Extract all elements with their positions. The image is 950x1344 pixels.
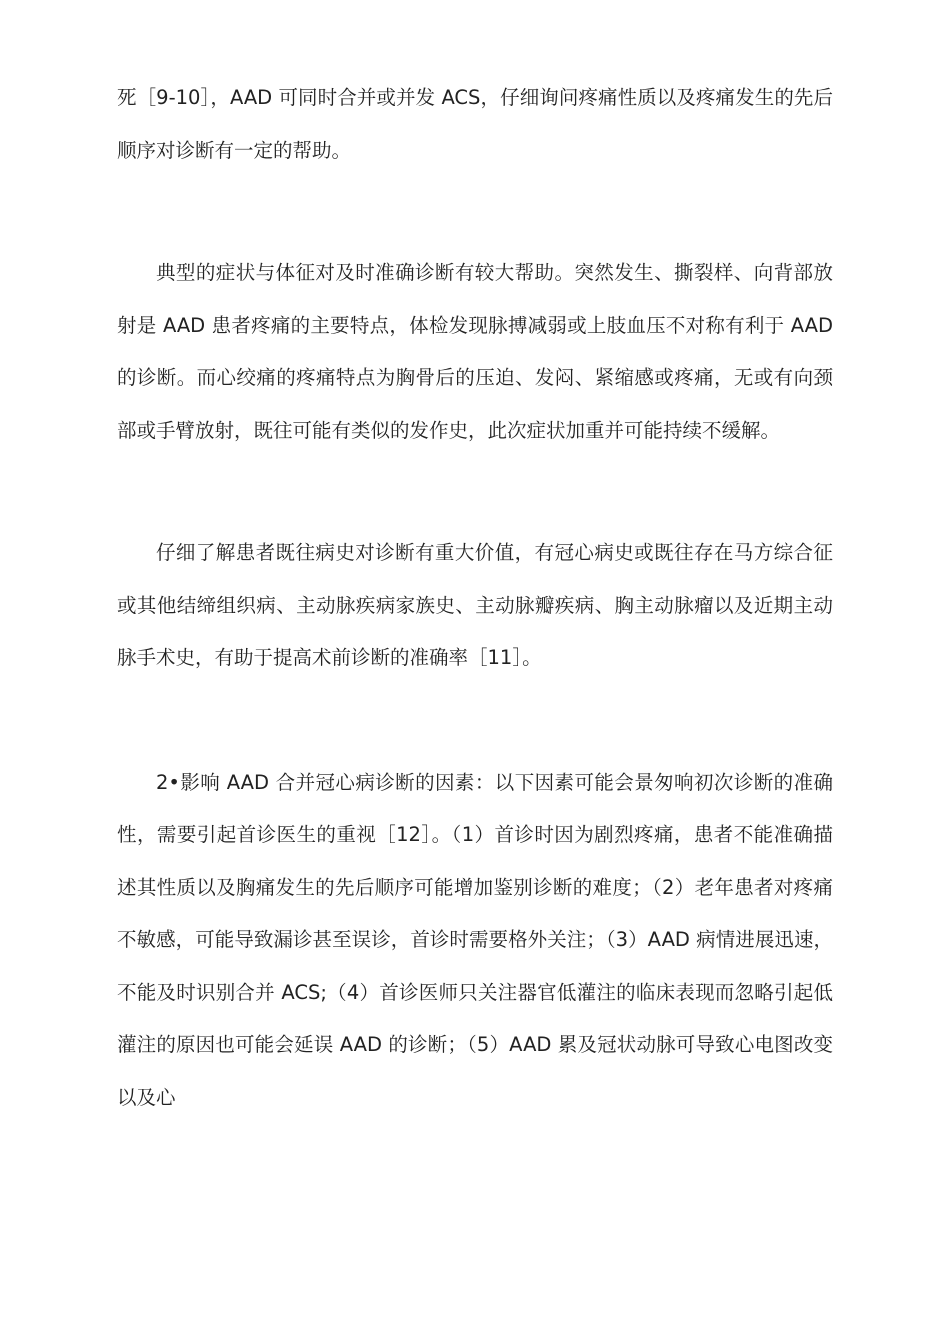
paragraph-1: 死［9-10］，AAD 可同时合并或并发 ACS，仔细询问疼痛性质以及疼痛发生的先后顺序对诊断有一定的帮助。 [117,86,833,162]
paragraph-4: 2•影响 AAD 合并冠心病诊断的因素：以下因素可能会景匆响初次诊断的准确性，需要引起首诊医生的重视［12］。（1）首诊时因为剧烈疼痛，患者不能准确描述其性质以及胸痛发生的先后顺序可能增加鉴别诊断的难度；（2）老年患者对疼痛不敏感，可能导致漏诊甚至误诊，首诊时需要格外关注；（3）AAD 病情进展迅速，不能及时识别合并 ACS;（4）首诊医师只关注器官低灌注的临床表现而忽略引起低灌注的原因也可能会延误 AAD 的诊断；（5）AAD 累及冠状动脉可导致心电图改变以及心 [117,770,833,1109]
paragraph-3: 仔细了解患者既往病史对诊断有重大价值，有冠心病史或既往存在马方综合征或其他结缔组织病、主动脉疾病家族史、主动脉瓣疾病、胸主动脉瘤以及近期主动脉手术史，有助于提高术前诊断的准确率［11］。 [117,541,833,669]
document-page [117,72,833,1124]
paragraph-2: 典型的症状与体征对及时准确诊断有较大帮助。突然发生、撕裂样、向背部放射是 AAD 患者疼痛的主要特点，体检发现脉搏减弱或上肢血压不对称有利于 AAD 的诊断。而心绞痛的疼痛特点为胸骨后的压迫、发闷、紧缩感或疼痛，无或有向颈部或手臂放射，既往可能有类似的发作史，此次症状加重并可能持续不缓解。 [117,261,833,442]
